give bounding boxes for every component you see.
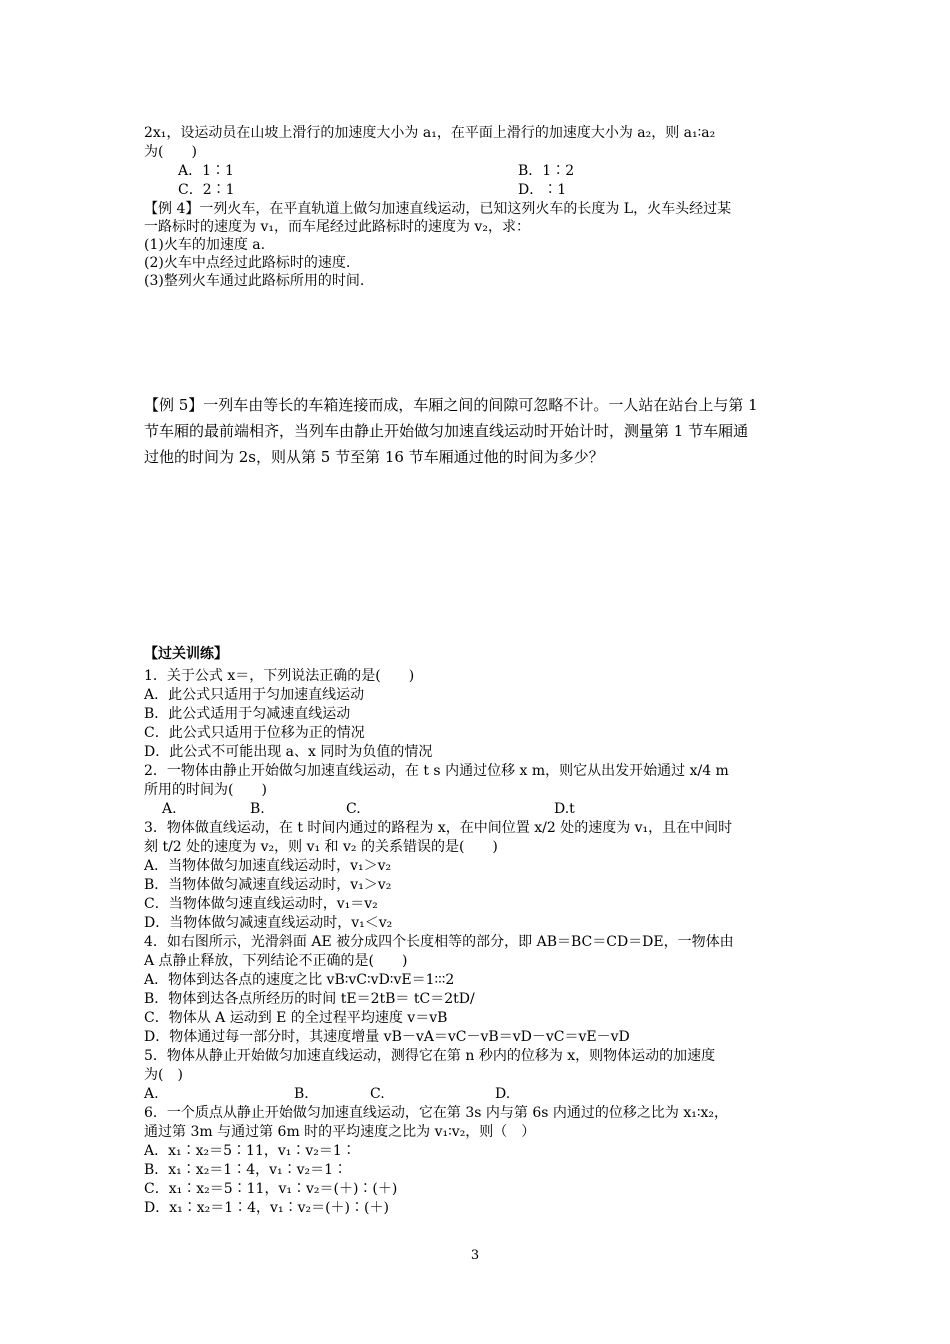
option-a: A．1∶1 (178, 163, 234, 179)
question-3-option: B．当物体做匀减速直线运动时，v₁＞v₂ (144, 877, 392, 893)
question-6-option: C．x₁∶x₂＝5∶11，v₁∶v₂＝(＋)∶(＋) (144, 1181, 398, 1197)
question-5-option: C. (370, 1086, 385, 1102)
question-6-option: D．x₁∶x₂＝1∶4，v₁∶v₂＝(＋)∶(＋) (144, 1200, 389, 1216)
question-1-option: B．此公式适用于匀减速直线运动 (144, 706, 351, 722)
question-1-option: D．此公式不可能出现 a、x 同时为负值的情况 (144, 744, 433, 760)
question-4: A 点静止释放，下列结论不正确的是( ) (144, 953, 408, 969)
question-2: 2．一物体由静止开始做匀加速直线运动，在 t s 内通过位移 x m，则它从出发开始通过 x/4 m (144, 763, 729, 779)
question-4: 4．如右图所示，光滑斜面 AE 被分成四个长度相等的部分，即 AB＝BC＝CD＝DE，一物体由 (144, 934, 734, 950)
question-1-option: C．此公式只适用于位移为正的情况 (144, 725, 365, 741)
question-6: 6．一个质点从静止开始做匀加速直线运动，它在第 3s 内与第 6s 内通过的位移之比为 x₁∶x₂， (144, 1105, 728, 1121)
question-3-option: D．当物体做匀减速直线运动时，v₁＜v₂ (144, 915, 393, 931)
example-4-line: (2)火车中点经过此路标时的速度. (144, 255, 351, 271)
question-4-option: C．物体从 A 运动到 E 的全过程平均速度 v＝vB (144, 1010, 448, 1026)
question-2-option: D.t (554, 801, 575, 817)
question-2-option: C. (346, 801, 361, 817)
question-6-option: B．x₁∶x₂＝1∶4，v₁∶v₂＝1∶ (144, 1162, 348, 1178)
question-2-option: A. (162, 801, 177, 817)
question-2-option: B. (250, 801, 265, 817)
option-c: C．2∶1 (178, 182, 235, 198)
question-6: 通过第 3m 与通过第 6m 时的平均速度之比为 v₁∶v₂，则（ ） (144, 1124, 536, 1140)
option-d: D．∶1 (518, 182, 567, 198)
question-3-option: A．当物体做匀加速直线运动时，v₁＞v₂ (144, 858, 392, 874)
example-4-line: 【例 4】一列火车，在平直轨道上做匀加速直线运动，已知这列火车的长度为 L，火车头经过某 (144, 201, 732, 217)
question-5: 为( ) (144, 1067, 183, 1083)
question-3: 3．物体做直线运动，在 t 时间内通过的路程为 x，在中间位置 x/2 处的速度为 v₁，且在中间时 (144, 820, 733, 836)
example-4-line: (1)火车的加速度 a. (144, 237, 266, 253)
example-5-line: 过他的时间为 2s，则从第 5 节至第 16 节车厢通过他的时间为多少？ (144, 448, 604, 466)
question-5-option: B. (294, 1086, 309, 1102)
page-number: 3 (470, 1248, 480, 1263)
question-4-option: A．物体到达各点的速度之比 vB∶vC∶vD∶vE＝1∶∶∶2 (144, 972, 455, 988)
question-3-option: C．当物体做匀速直线运动时，v₁＝v₂ (144, 896, 378, 912)
example-5-line: 节车厢的最前端相齐，当列车由静止开始做匀加速直线运动时开始计时，测量第 1 节车厢通 (144, 422, 749, 440)
question-5-option: D. (495, 1086, 511, 1102)
question-5-option: A. (144, 1086, 159, 1102)
question-4-option: D．物体通过每一部分时，其速度增量 vB－vA＝vC－vB＝vD－vC＝vE－vD (144, 1029, 630, 1045)
example-4-line: (3)整列火车通过此路标所用的时间. (144, 273, 365, 289)
text-line: 2x₁，设运动员在山坡上滑行的加速度大小为 a₁，在平面上滑行的加速度大小为 a₂，则 a₁∶a₂ (144, 125, 716, 141)
example-4-line: 一路标时的速度为 v₁，而车尾经过此路标时的速度为 v₂，求： (144, 219, 530, 235)
question-4-option: B．物体到达各点所经历的时间 tE＝2tB＝ tC＝2tD/ (144, 991, 475, 1007)
option-b: B．1∶2 (518, 163, 575, 179)
question-5: 5．物体从静止开始做匀加速直线运动，测得它在第 n 秒内的位移为 x，则物体运动的加速度 (144, 1048, 716, 1064)
question-1: 1．关于公式 x＝，下列说法正确的是( ) (144, 668, 415, 684)
question-1-option: A．此公式只适用于匀加速直线运动 (144, 687, 365, 703)
text-line: 为( ) (144, 144, 197, 160)
question-3: 刻 t/2 处的速度为 v₂，则 v₁ 和 v₂ 的关系错误的是( ) (144, 839, 498, 855)
question-2: 所用的时间为( ) (144, 782, 267, 798)
example-5-line: 【例 5】一列车由等长的车箱连接而成，车厢之间的间隙可忽略不计。一人站在站台上与第 1 (144, 396, 758, 414)
section-heading: 【过关训练】 (144, 646, 228, 662)
question-6-option: A．x₁∶x₂＝5∶11，v₁∶v₂＝1∶ (144, 1143, 356, 1159)
